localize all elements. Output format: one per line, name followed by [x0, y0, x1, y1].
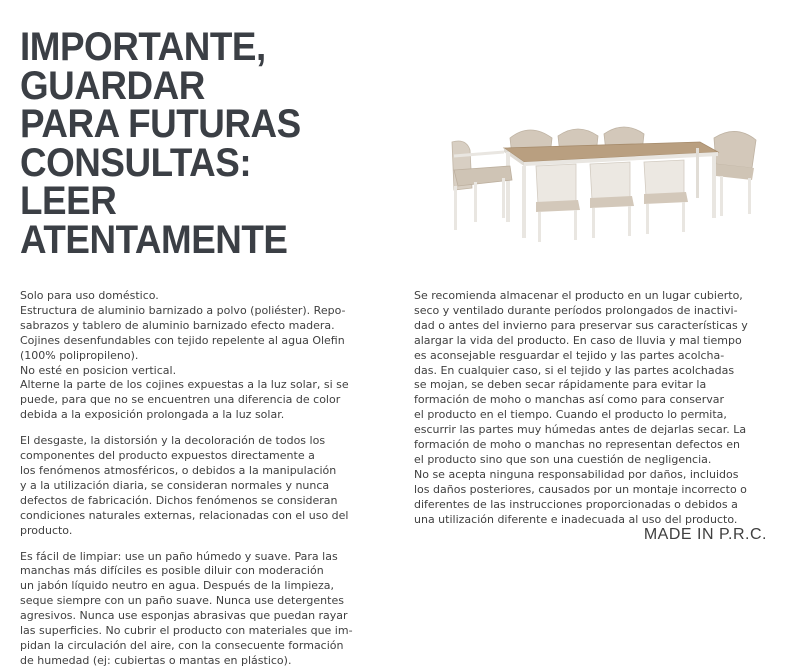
wear-paragraph — [20, 434, 390, 538]
text-line: manchas más difíciles es posible diluir con moderación — [20, 564, 324, 578]
text-line: producto. — [20, 523, 73, 537]
text-line: No esté en posicion vertical. — [20, 363, 177, 377]
text-line: condiciones naturales externas, relacionadas con el uso del — [20, 508, 349, 522]
left-armchair — [452, 141, 512, 230]
text-line: el producto en el tiempo. Cuando el producto lo permita, — [414, 408, 727, 422]
text-line: Alterne la parte de los cojines expuestas a la luz solar, si se — [20, 378, 349, 392]
text-line: componentes del producto expuestos directamente a — [20, 449, 315, 463]
text-line: seque siempre con un paño suave. Nunca use detergentes — [20, 594, 344, 608]
title-line: IMPORTANTE, — [20, 25, 266, 69]
text-line: Es fácil de limpiar: use un paño húmedo y suave. Para las — [20, 549, 338, 563]
text-line: debida a la exposición prolongada a la luz solar. — [20, 408, 285, 422]
text-line: y a la utilización diaria, se consideran normales y nunca — [20, 478, 330, 492]
text-line: formación de moho o manchas así como para conservar — [414, 393, 724, 407]
text-line: das. En cualquier caso, si el tejido y las partes acolchadas — [414, 363, 735, 377]
text-line: los daños posteriores, causados por un montaje incorrecto o — [414, 482, 747, 496]
text-line: diferentes de las instrucciones proporcionadas o debidos a — [414, 497, 738, 511]
text-line: sabrazos y tablero de aluminio barnizado efecto madera. — [20, 318, 335, 332]
page-title — [20, 25, 360, 262]
text-line: un jabón líquido neutro en agua. Después de la limpieza, — [20, 579, 335, 593]
text-line: alargar la vida del producto. En caso de lluvia y mal tiempo — [414, 333, 742, 347]
title-line: LEER — [20, 179, 117, 223]
storage-paragraph — [414, 289, 782, 528]
text-line: No se acepta ninguna responsabilidad por daños, incluidos — [414, 467, 739, 481]
text-line: Se recomienda almacenar el producto en un lugar cubierto, — [414, 289, 743, 302]
usage-paragraph — [20, 289, 390, 423]
text-line: pidan la circulación del aire, con la consecuente formación — [20, 638, 344, 652]
text-line: escurrir las partes muy húmedas antes de dejarlas secar. La — [414, 423, 747, 437]
text-line: Solo para uso doméstico. — [20, 289, 159, 302]
title-line: CONSULTAS: — [20, 140, 252, 185]
text-line: las superficies. No cubrir el producto con materiales que im- — [20, 624, 353, 638]
text-line: una utilización diferente e inadecuada al uso del producto. — [414, 512, 738, 526]
text-line: (100% polipropileno). — [20, 348, 139, 362]
title-line: GUARDAR — [20, 63, 205, 108]
cleaning-paragraph — [20, 550, 390, 669]
text-line: Cojines desenfundables con tejido repelente al agua Olefin — [20, 333, 345, 347]
text-line: de humedad (ej: cubiertas o mantas en plástico). — [20, 653, 292, 667]
text-line: se mojan, se deben secar rápidamente para evitar la — [414, 378, 707, 392]
text-line: dad o antes del invierno para preservar sus características y — [414, 318, 748, 332]
text-line: Estructura de aluminio barnizado a polvo (poliéster). Repo- — [20, 303, 346, 317]
text-line: seco y ventilado durante períodos prolongados de inactivi- — [414, 303, 738, 317]
furniture-set-illustration — [440, 118, 770, 246]
title-line: ATENTAMENTE — [20, 217, 288, 262]
text-line: el producto sino que son una cuestión de negligencia. — [414, 452, 712, 466]
text-line: defectos de fabricación. Dichos fenómenos se consideran — [20, 493, 338, 507]
text-line: agresivos. Nunca use esponjas abrasivas que puedan rayar — [20, 609, 348, 623]
text-line: El desgaste, la distorsión y la decoloración de todos los — [20, 434, 326, 448]
right-text-column — [414, 289, 782, 528]
text-line: formación de moho o manchas no representan defectos en — [414, 438, 740, 452]
text-line: es aconsejable resguardar el tejido y las partes acolcha- — [414, 348, 725, 362]
text-line: los fenómenos atmosféricos, o debidos a la manipulación — [20, 463, 337, 477]
right-armchair — [716, 164, 754, 216]
left-text-column — [20, 289, 390, 669]
front-chairs — [536, 160, 688, 242]
made-in-label: MADE IN P.R.C. — [643, 526, 767, 543]
text-line: puede, para que no se encuentren una diferencia de color — [20, 393, 341, 407]
title-line: PARA FUTURAS — [20, 102, 301, 146]
